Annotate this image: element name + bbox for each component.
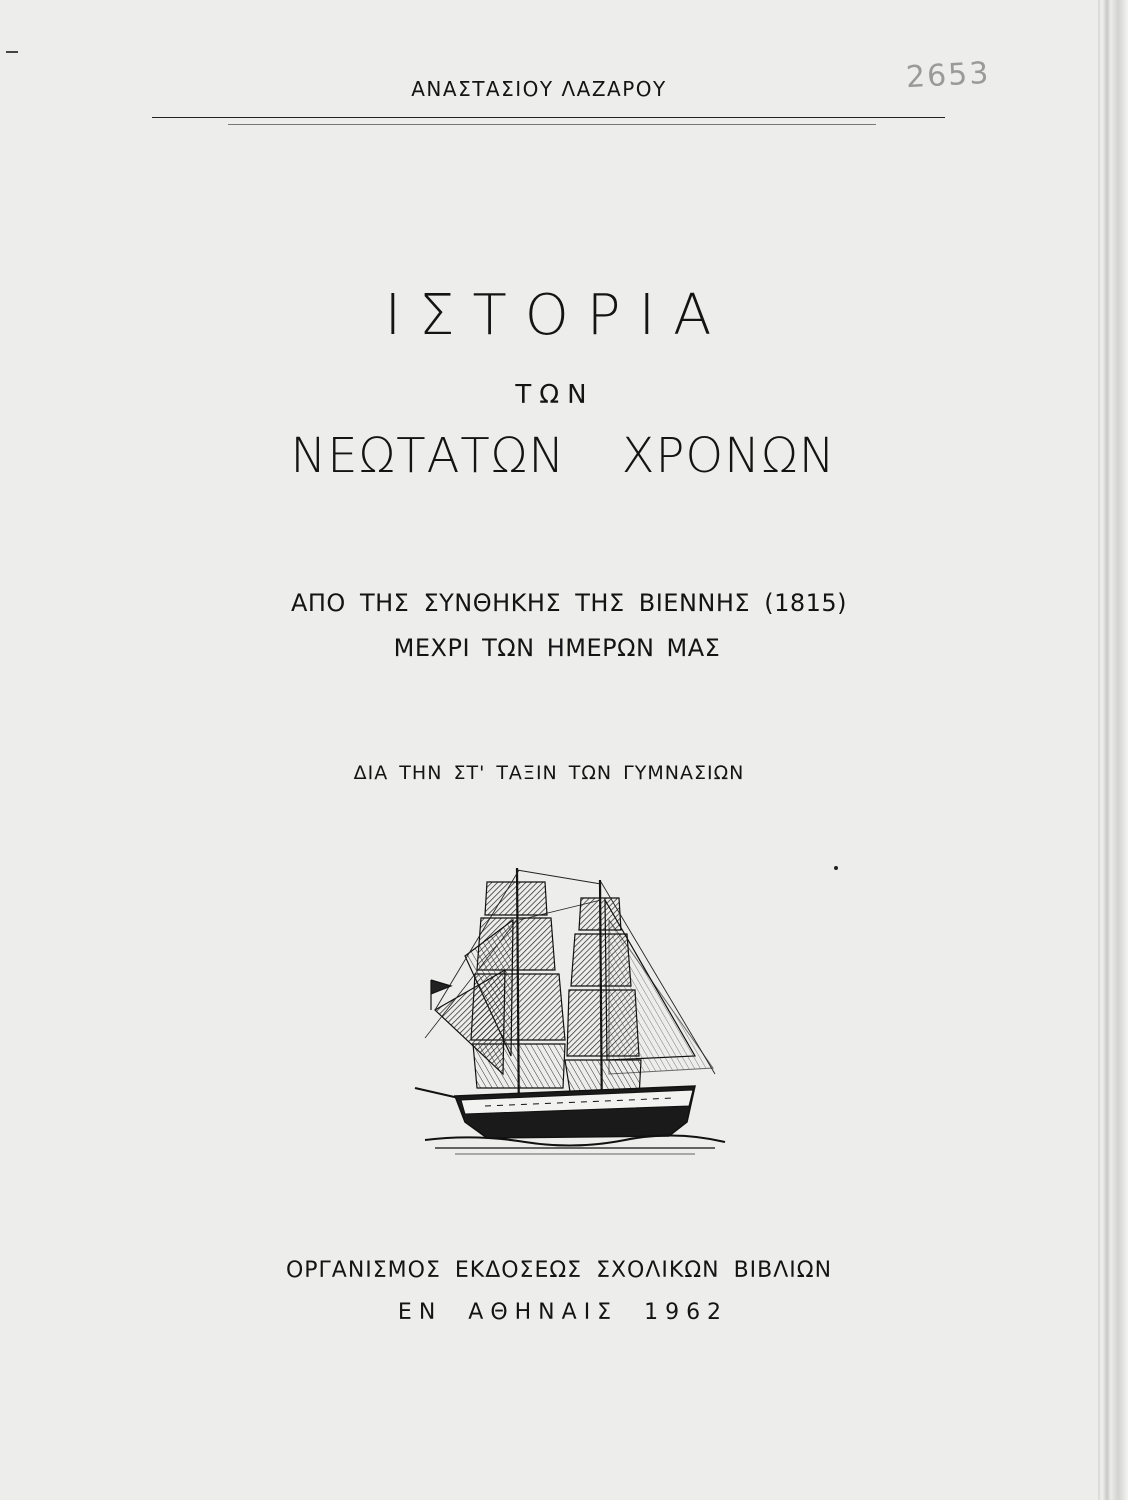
publisher-name: ΟΡΓΑΝΙΣΜΟΣ ΕΚΔΟΣΕΩΣ ΣΧΟΛΙΚΩΝ ΒΙΒΛΙΩΝ bbox=[285, 1258, 833, 1283]
book-title-article: ΤΩΝ bbox=[515, 380, 595, 410]
grade-note: ΔΙΑ ΤΗΝ ΣΤ' ΤΑΞΙΝ ΤΩΝ ΓΥΜΝΑΣΙΩΝ bbox=[353, 762, 745, 784]
subtitle-line-2: ΜΕΧΡΙ ΤΩΝ ΗΜΕΡΩΝ ΜΑΣ bbox=[393, 634, 721, 662]
ink-speck bbox=[834, 866, 838, 870]
handwritten-shelfmark: 2653 bbox=[905, 55, 992, 96]
sailing-ship-illustration bbox=[395, 860, 735, 1160]
margin-mark bbox=[6, 51, 18, 53]
publication-place-year: ΕΝ ΑΘΗΝΑΙΣ 1962 bbox=[397, 1300, 729, 1325]
book-title: ΙΣΤΟΡΙΑ bbox=[384, 283, 730, 348]
header-rule-thin bbox=[228, 124, 876, 125]
subtitle-line-1: ΑΠΟ ΤΗΣ ΣΥΝΘΗΚΗΣ ΤΗΣ ΒΙΕΝΝΗΣ (1815) bbox=[290, 589, 848, 617]
header-rule bbox=[152, 117, 945, 118]
book-edge bbox=[1098, 0, 1128, 1500]
author-name: ΑΝΑΣΤΑΣΙΟΥ ΛΑΖΑΡΟΥ bbox=[411, 77, 667, 101]
book-title-subject: ΝΕΩΤΑΤΩΝ ΧΡΟΝΩΝ bbox=[290, 428, 836, 484]
